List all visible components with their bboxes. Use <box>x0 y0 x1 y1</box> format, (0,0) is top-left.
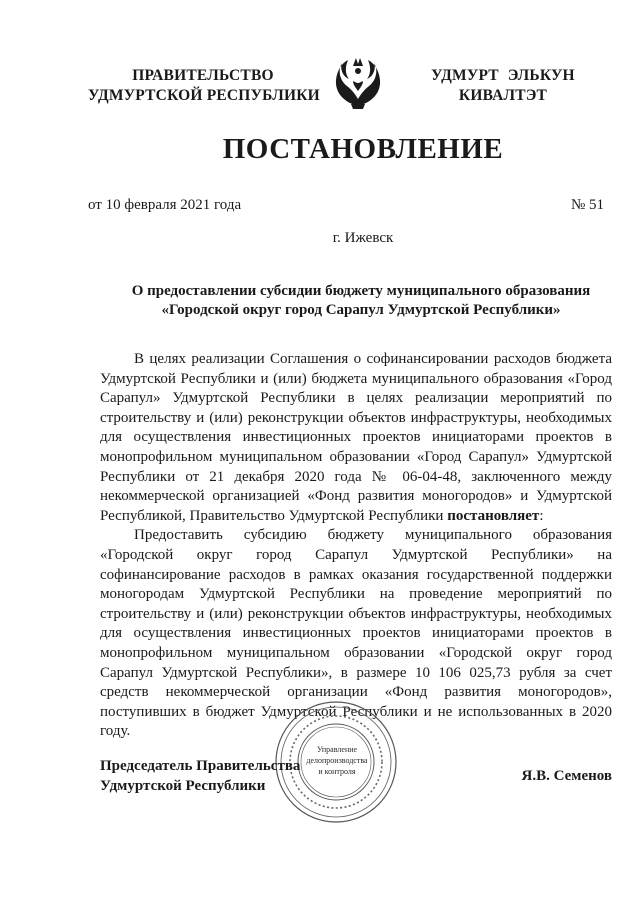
document-subject <box>100 282 622 320</box>
document-city: г. Ижевск <box>332 230 394 246</box>
header-right-line1: УДМУРТ ЭЛЬКУН <box>431 67 575 84</box>
udmurt-coat-of-arms-icon <box>329 54 387 112</box>
subject-line2: «Городской округ город Сарапул Удмуртской Республики» <box>161 302 561 318</box>
document-body <box>100 350 612 742</box>
header-left-block <box>88 66 318 106</box>
subject-line1: О предоставлении субсидии бюджету муниципального образования <box>131 283 591 299</box>
seal-inner-line3: и контроля <box>318 767 356 776</box>
signer-position-line1: Председатель Правительства <box>100 758 301 774</box>
seal-inner-line2: делопроизводства <box>306 756 368 765</box>
document-date: от 10 февраля 2021 года <box>88 197 242 213</box>
paragraph1-end: : <box>539 507 544 524</box>
paragraph1-emphasis: постановляет <box>447 507 540 524</box>
header-right-block <box>418 66 588 106</box>
body-paragraph-2: Предоставить субсидию бюджету муниципального образования «Городской округ город Сарапул Удмуртской Республики» на софинансирование расходов в рамках оказания государственной поддержки моногородам Удмуртской Республики на проведение мероприятий по строительству и (или) реконструкции объектов инфраструктуры, необходимых для осуществления инвестиционных проектов инициаторами проектов в монопрофильном муниципальном образовании «Городской округ город Сарапул Удмуртской Республики», в размере 10 106 025,73 рубля за счет средств некоммерческой организации «Фонд развития моногородов», поступивших в бюджет Удмуртской Республики и не использованных в 2020 году. <box>100 527 612 740</box>
header-right-line2: КИВАЛТЭТ <box>458 87 548 104</box>
body-paragraph-1 <box>100 350 612 526</box>
signer-position <box>100 757 300 796</box>
document-title: ПОСТАНОВЛЕНИЕ <box>222 133 504 165</box>
document-number: № 51 <box>570 197 604 213</box>
header-left-line1: ПРАВИТЕЛЬСТВО <box>132 67 274 84</box>
seal-inner-text <box>306 744 368 777</box>
paragraph1-text: В целях реализации Соглашения о софинансировании расходов бюджета Удмуртской Республики и (или) бюджета муниципального образования «Город Сарапул» Удмуртской Республики в целях реализации мероприятий по строительству и (или) реконструкции объектов инфраструктуры, необходимых для осуществления инвестиционных проектов инициаторами проектов в монопрофильном муниципальном образовании «Город Сарапул» Удмуртской Республики от 21 декабря 2020 года № 06-04-48, заключенного между некоммерческой организацией «Фонд развития моногородов» и Удмуртской Республикой, Правительство Удмуртской Республики <box>100 351 612 524</box>
seal-inner-line1: Управление <box>316 745 358 754</box>
header-left-line2: УДМУРТСКОЙ РЕСПУБЛИКИ <box>88 87 320 104</box>
signer-position-line2: Удмуртской Республики <box>100 777 266 794</box>
signer-name: Я.В. Семенов <box>521 768 612 784</box>
